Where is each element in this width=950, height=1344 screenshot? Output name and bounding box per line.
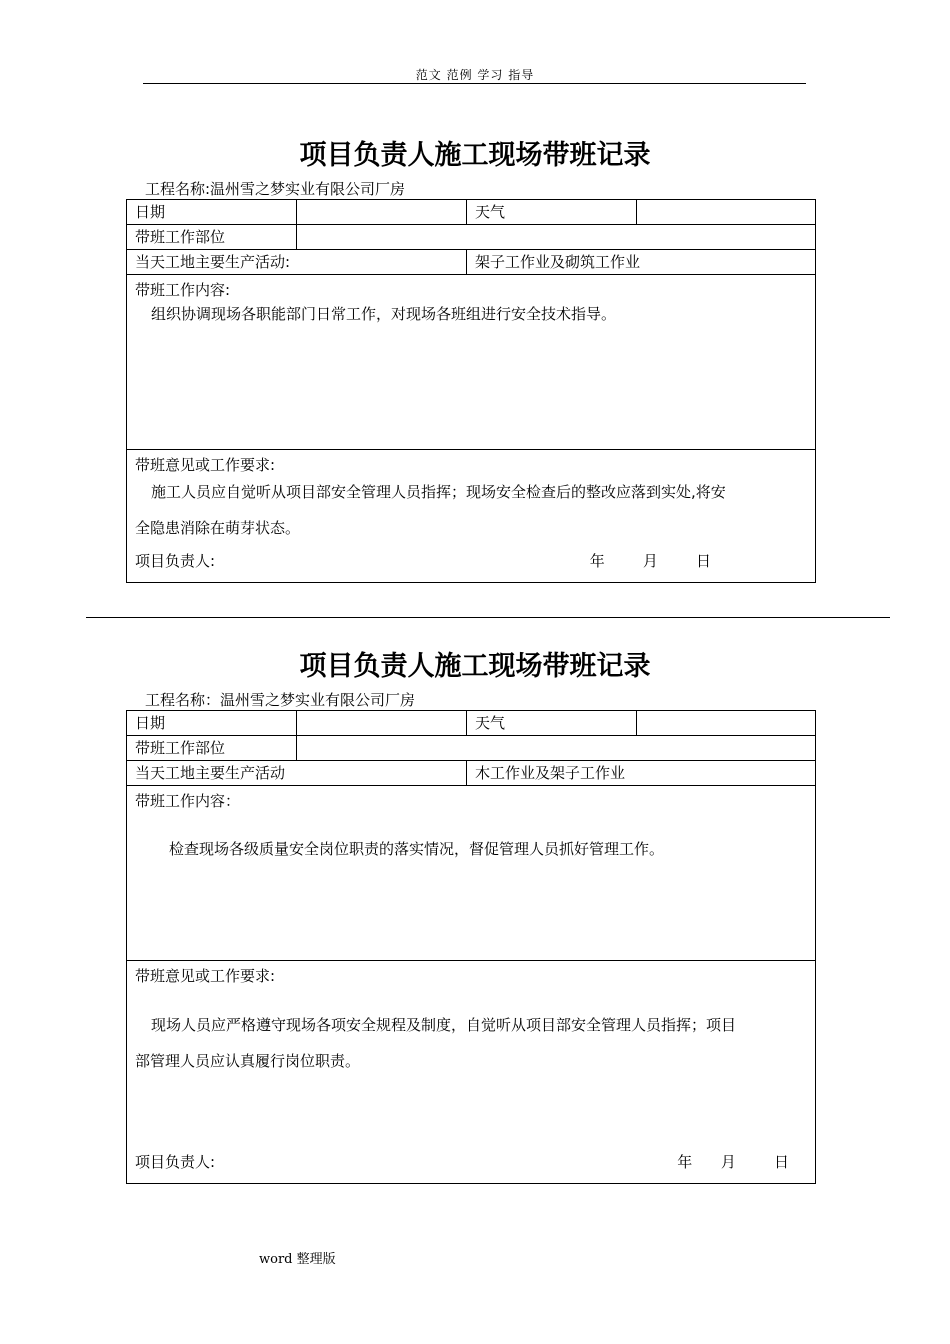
opinion-label: 带班意见或工作要求:	[135, 456, 276, 474]
opinion-cell	[127, 450, 816, 583]
sign-date: 年 月 日	[677, 1153, 789, 1171]
duty-position-label: 带班工作部位	[127, 736, 297, 761]
signer-label: 项目负责人:	[135, 552, 216, 570]
signer-label: 项目负责人:	[135, 1153, 216, 1171]
section-divider	[86, 617, 890, 618]
work-content-cell	[127, 275, 816, 450]
signature-row	[135, 550, 807, 572]
header-divider	[143, 83, 806, 84]
duty-position-label: 带班工作部位	[127, 225, 297, 250]
work-content-text: 组织协调现场各职能部门日常工作，对现场各班组进行安全技术指导。	[151, 305, 617, 323]
date-field[interactable]	[297, 711, 467, 736]
opinion-label: 带班意见或工作要求:	[135, 967, 276, 985]
opinion-text-line-1: 现场人员应严格遵守现场各项安全规程及制度，自觉听从项目部安全管理人员指挥；项目	[151, 1016, 737, 1034]
record-1-title: 项目负责人施工现场带班记录	[299, 140, 651, 171]
record-1-project-name: 工程名称:温州雪之梦实业有限公司厂房	[145, 180, 406, 198]
opinion-cell	[127, 961, 816, 1184]
record-2-title: 项目负责人施工现场带班记录	[299, 651, 651, 682]
date-label: 日期	[127, 711, 297, 736]
main-activity-label: 当天工地主要生产活动:	[127, 250, 467, 275]
duty-position-field[interactable]	[297, 225, 816, 250]
page-footer-text: word 整理版	[259, 1252, 336, 1267]
opinion-text-line-2: 全隐患消除在萌芽状态。	[135, 519, 301, 537]
opinion-text-line-2: 部管理人员应认真履行岗位职责。	[135, 1052, 361, 1070]
signature-row	[135, 1151, 807, 1173]
page-header-text: 范文 范例 学习 指导	[415, 68, 535, 82]
opinion-text-line-1: 施工人员应自觉听从项目部安全管理人员指挥；现场安全检查后的整改应落到实处,将安	[151, 483, 726, 501]
work-content-label: 带班工作内容:	[135, 281, 231, 299]
date-field[interactable]	[297, 200, 467, 225]
work-content-label: 带班工作内容：	[135, 792, 241, 810]
weather-label: 天气	[467, 200, 637, 225]
record-1-table	[126, 199, 816, 583]
weather-label: 天气	[467, 711, 637, 736]
duty-position-field[interactable]	[297, 736, 816, 761]
record-2-project-name: 工程名称：温州雪之梦实业有限公司厂房	[145, 691, 416, 709]
work-content-cell	[127, 786, 816, 961]
main-activity-value: 木工作业及架子工作业	[467, 761, 816, 786]
main-activity-value: 架子工作业及砌筑工作业	[467, 250, 816, 275]
work-content-text: 检查现场各级质量安全岗位职责的落实情况，督促管理人员抓好管理工作。	[169, 840, 665, 858]
sign-date: 年 月 日	[589, 552, 711, 570]
weather-field[interactable]	[637, 711, 816, 736]
weather-field[interactable]	[637, 200, 816, 225]
record-2-table	[126, 710, 816, 1184]
date-label: 日期	[127, 200, 297, 225]
main-activity-label: 当天工地主要生产活动	[127, 761, 467, 786]
